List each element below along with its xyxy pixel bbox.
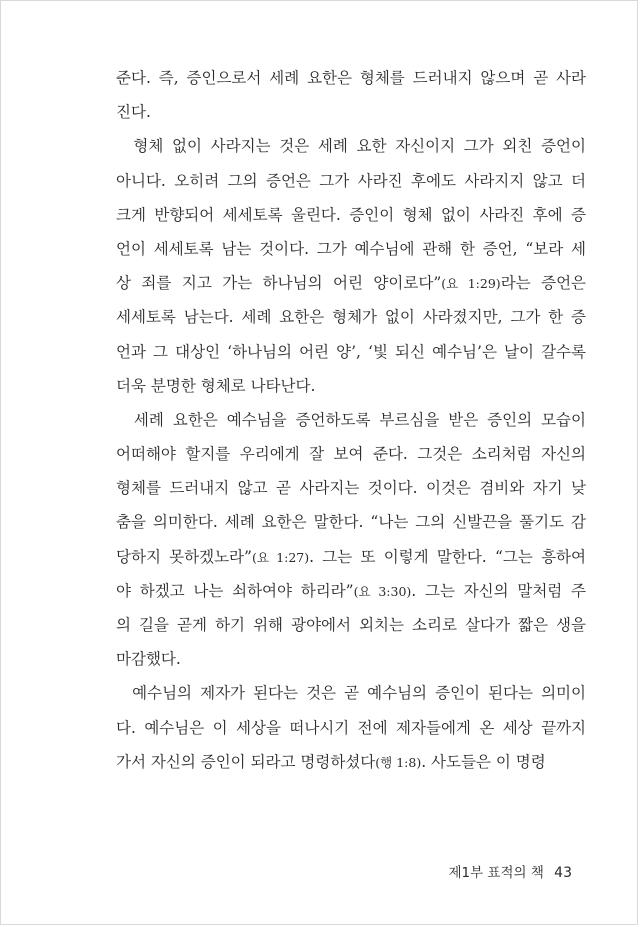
body-text	[116, 61, 586, 779]
page-footer	[448, 861, 572, 881]
text-line: 춤을 의미한다. 세례 요한은 말한다. “나는 그의 신발끈을 풀기도 감	[116, 513, 586, 532]
running-head: 제1부 표적의 책	[448, 865, 544, 881]
line-text: 당하지 못하겠노라”	[116, 547, 252, 566]
text-line: 어떠해야 할지를 우리에게 잘 보여 준다. 그것은 소리처럼 자신의	[116, 445, 586, 464]
text-line: 더욱 분명한 형체로 나타난다.	[116, 376, 316, 395]
paragraph	[116, 129, 586, 403]
line-text: 야 하겠고 나는 쇠하여야 하리라”	[116, 581, 354, 600]
text-line: 세례 요한은 예수님을 증언하도록 부르심을 받은 증인의 모습이	[116, 410, 586, 429]
text-line: 세세토록 남는다. 세례 요한은 형체가 없이 사라졌지만, 그가 한 증	[116, 308, 586, 327]
line-text: . 그는 자신의 말처럼 주	[411, 581, 586, 600]
paragraph	[116, 403, 586, 677]
text-line: 준다. 즉, 증인으로서 세례 요한은 형체를 드러내지 않으며 곧 사라	[116, 69, 586, 87]
text-line: 마감했다.	[116, 650, 181, 669]
text-line	[116, 540, 586, 574]
line-text: 라는 증언은	[500, 274, 587, 293]
scripture-reference: (요 3:30)	[353, 583, 412, 599]
text-line	[116, 574, 586, 608]
text-line: 크게 반향되어 세세토록 울린다. 증인이 형체 없이 사라진 후에 증	[116, 205, 586, 224]
text-line: 언이 세세토록 남는 것이다. 그가 예수님에 관해 한 증언, “보라 세	[116, 239, 586, 258]
text-line: 형체 없이 사라지는 것은 세례 요한 자신이지 그가 외친 증언이	[116, 137, 586, 156]
scripture-reference: (요 1:29)	[441, 276, 501, 292]
paragraph	[116, 61, 586, 129]
text-line: 진다.	[116, 103, 151, 122]
scripture-reference: (행 1:8)	[375, 754, 422, 770]
text-line: 형체를 드러내지 않고 곧 사라지는 것이다. 이것은 겸비와 자기 낮	[116, 479, 586, 498]
line-text: . 그는 또 이렇게 말한다. “그는 흥하여	[309, 547, 586, 566]
line-text: 상 죄를 지고 가는 하나님의 어린 양이로다”	[116, 274, 442, 293]
text-line: 의 길을 곧게 하기 위해 광야에서 외치는 소리로 살다가 짧은 생을	[116, 616, 586, 634]
line-text: . 사도들은 이 명령	[421, 752, 546, 771]
text-line: 아니다. 오히려 그의 증언은 그가 사라진 후에도 사라지지 않고 더	[116, 171, 586, 190]
text-line: 다. 예수님은 이 세상을 떠나시기 전에 제자들에게 온 세상 끝까지	[116, 718, 586, 737]
scripture-reference: (요 1:27)	[251, 549, 310, 565]
text-line: 언과 그 대상인 ‘하나님의 어린 양’, ‘빛 되신 예수님’은 날이 갈수록	[116, 342, 586, 361]
text-line	[116, 745, 586, 779]
page-number: 43	[554, 865, 572, 881]
text-line	[116, 266, 586, 300]
text-line: 예수님의 제자가 된다는 것은 곧 예수님의 증인이 된다는 의미이	[116, 684, 586, 703]
line-text: 가서 자신의 증인이 되라고 명령하셨다	[116, 752, 376, 771]
paragraph	[116, 676, 586, 779]
